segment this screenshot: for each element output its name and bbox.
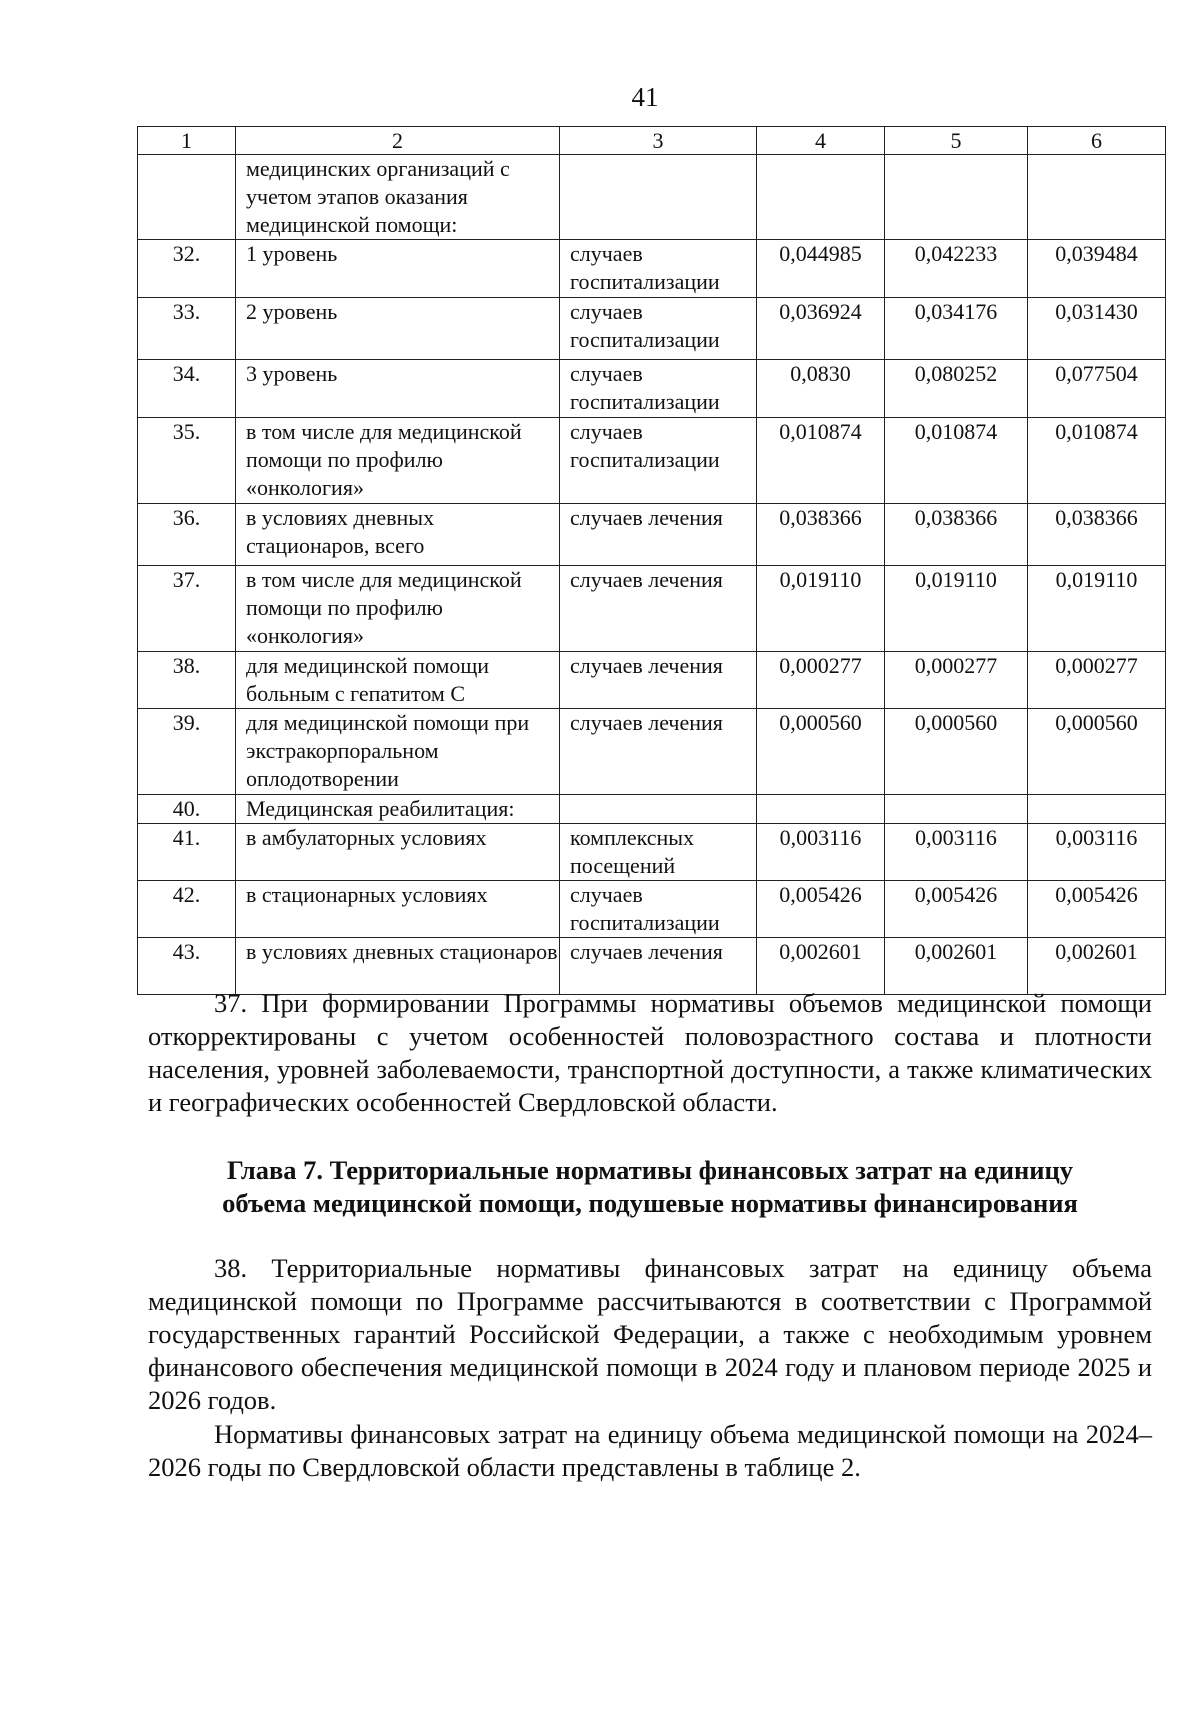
value-2026	[1028, 795, 1166, 824]
row-name: в условиях дневных стационаров	[236, 938, 560, 995]
value-2025: 0,080252	[885, 360, 1028, 418]
row-unit: случаев госпитализации	[560, 418, 757, 504]
row-name: в амбулаторных условиях	[236, 824, 560, 881]
value-2026: 0,039484	[1028, 240, 1166, 298]
value-2024: 0,019110	[757, 566, 885, 652]
value-2026: 0,000560	[1028, 709, 1166, 795]
row-unit: случаев лечения	[560, 652, 757, 709]
value-2026: 0,077504	[1028, 360, 1166, 418]
row-number: 34.	[138, 360, 236, 418]
row-number: 41.	[138, 824, 236, 881]
row-unit: случаев госпитализации	[560, 881, 757, 938]
row-name: 1 уровень	[236, 240, 560, 298]
value-2024: 0,010874	[757, 418, 885, 504]
paragraph-37	[148, 987, 1152, 1119]
paragraph-38b-text: Нормативы финансовых затрат на единицу объема медицинской помощи на 2024–2026 годы по Свердловской области представлены в таблице 2.	[148, 1419, 1152, 1482]
header-cell: 4	[757, 127, 885, 155]
value-2024	[757, 795, 885, 824]
value-2025	[885, 155, 1028, 240]
value-2026: 0,038366	[1028, 504, 1166, 566]
value-2025: 0,038366	[885, 504, 1028, 566]
row-unit: комплексных посещений	[560, 824, 757, 881]
row-unit: случаев госпитализации	[560, 360, 757, 418]
value-2024: 0,003116	[757, 824, 885, 881]
value-2024: 0,005426	[757, 881, 885, 938]
row-number: 38.	[138, 652, 236, 709]
value-2025: 0,010874	[885, 418, 1028, 504]
value-2024	[757, 155, 885, 240]
row-unit: случаев лечения	[560, 566, 757, 652]
paragraph-38-text: 38. Территориальные нормативы финансовых затрат на единицу объема медицинской помощи по Программе рассчитываются в соответствии с Программой государственных гарантий Российской Федерации, а также с необходимым уровнем финансового обеспечения медицинской помощи в 2024 году и плановом периоде 2025 и 2026 годов.	[148, 1253, 1152, 1415]
value-2026: 0,003116	[1028, 824, 1166, 881]
row-number: 32.	[138, 240, 236, 298]
value-2024: 0,002601	[757, 938, 885, 995]
value-2025	[885, 795, 1028, 824]
row-unit: случаев лечения	[560, 709, 757, 795]
row-name: в стационарных условиях	[236, 881, 560, 938]
row-name: для медицинской помощи при экстракорпоральном оплодотворении	[236, 709, 560, 795]
value-2025: 0,019110	[885, 566, 1028, 652]
row-number: 43.	[138, 938, 236, 995]
value-2024: 0,036924	[757, 298, 885, 360]
value-2026: 0,031430	[1028, 298, 1166, 360]
paragraph-38	[148, 1252, 1152, 1417]
value-2025: 0,000560	[885, 709, 1028, 795]
table-row	[138, 360, 1166, 418]
paragraph-38b	[148, 1418, 1152, 1484]
table-row	[138, 795, 1166, 824]
table-row	[138, 298, 1166, 360]
row-name: в том числе для медицинской помощи по профилю «онкология»	[236, 566, 560, 652]
row-unit: случаев госпитализации	[560, 298, 757, 360]
value-2024: 0,038366	[757, 504, 885, 566]
value-2026	[1028, 155, 1166, 240]
value-2026: 0,005426	[1028, 881, 1166, 938]
value-2025: 0,000277	[885, 652, 1028, 709]
row-name: 2 уровень	[236, 298, 560, 360]
row-name: в том числе для медицинской помощи по профилю «онкология»	[236, 418, 560, 504]
value-2024: 0,000277	[757, 652, 885, 709]
table-row	[138, 652, 1166, 709]
table-row	[138, 240, 1166, 298]
row-unit: случаев лечения	[560, 938, 757, 995]
row-number: 35.	[138, 418, 236, 504]
chapter-heading	[148, 1154, 1152, 1220]
value-2025: 0,042233	[885, 240, 1028, 298]
value-2026: 0,000277	[1028, 652, 1166, 709]
paragraph-37-text: 37. При формировании Программы нормативы объемов медицинской помощи откорректированы с учетом особенностей половозрастного состава и плотности населения, уровней заболеваемости, транспортной доступности, а также климатических и географических особенностей Свердловской области.	[148, 988, 1152, 1117]
row-name: медицинских организаций с учетом этапов оказания медицинской помощи:	[236, 155, 560, 240]
table-row	[138, 881, 1166, 938]
header-cell: 6	[1028, 127, 1166, 155]
chapter-heading-line2: объема медицинской помощи, подушевые нормативы финансирования	[222, 1188, 1078, 1218]
header-cell: 2	[236, 127, 560, 155]
value-2026: 0,002601	[1028, 938, 1166, 995]
row-unit	[560, 155, 757, 240]
table-row	[138, 504, 1166, 566]
row-number: 33.	[138, 298, 236, 360]
row-unit	[560, 795, 757, 824]
table-header-row	[138, 127, 1166, 155]
header-cell: 1	[138, 127, 236, 155]
row-name: Медицинская реабилитация:	[236, 795, 560, 824]
row-number: 42.	[138, 881, 236, 938]
chapter-heading-line1: Глава 7. Территориальные нормативы финансовых затрат на единицу	[226, 1155, 1074, 1185]
row-name: в условиях дневных стационаров, всего	[236, 504, 560, 566]
value-2025: 0,005426	[885, 881, 1028, 938]
value-2026: 0,019110	[1028, 566, 1166, 652]
value-2024: 0,0830	[757, 360, 885, 418]
page-number: 41	[631, 82, 659, 112]
value-2025: 0,003116	[885, 824, 1028, 881]
header-cell: 5	[885, 127, 1028, 155]
row-unit: случаев госпитализации	[560, 240, 757, 298]
value-2024: 0,044985	[757, 240, 885, 298]
table-row	[138, 709, 1166, 795]
norms-table	[137, 126, 1166, 995]
value-2024: 0,000560	[757, 709, 885, 795]
value-2026: 0,010874	[1028, 418, 1166, 504]
row-number: 40.	[138, 795, 236, 824]
table-row	[138, 418, 1166, 504]
table-row	[138, 824, 1166, 881]
header-cell: 3	[560, 127, 757, 155]
row-number: 36.	[138, 504, 236, 566]
row-name: для медицинской помощи больным с гепатитом С	[236, 652, 560, 709]
value-2025: 0,034176	[885, 298, 1028, 360]
value-2025: 0,002601	[885, 938, 1028, 995]
row-number	[138, 155, 236, 240]
row-number: 37.	[138, 566, 236, 652]
table-row	[138, 566, 1166, 652]
row-unit: случаев лечения	[560, 504, 757, 566]
table-row	[138, 938, 1166, 995]
table-row	[138, 155, 1166, 240]
row-name: 3 уровень	[236, 360, 560, 418]
row-number: 39.	[138, 709, 236, 795]
